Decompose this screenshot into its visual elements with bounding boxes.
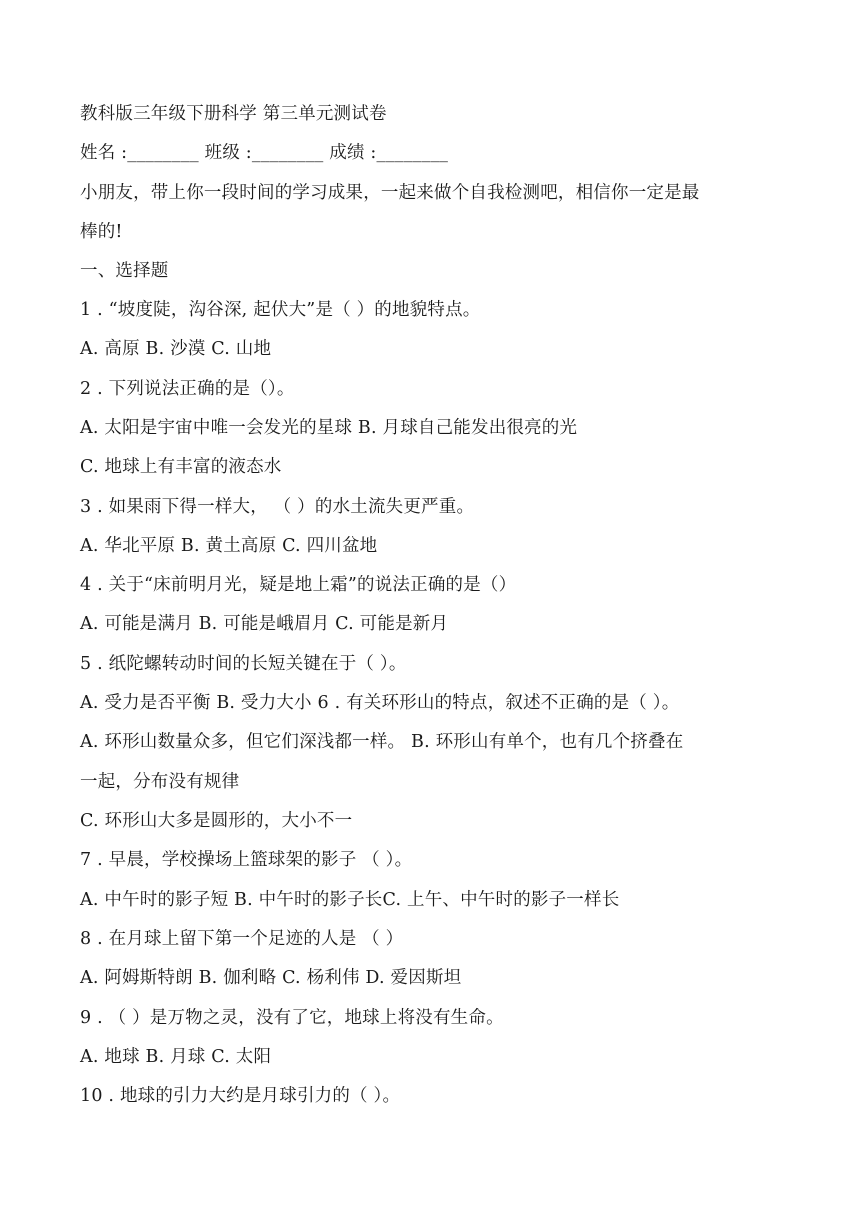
question-3-options: A. 华北平原 B. 黄土高原 C. 四川盆地 xyxy=(80,536,378,556)
question-7: 7 . 早晨，学校操场上篮球架的影子 （ ）。 xyxy=(80,850,413,870)
question-8-options: A. 阿姆斯特朗 B. 伽利略 C. 杨利伟 D. 爱因斯坦 xyxy=(80,968,462,988)
question-3: 3 . 如果雨下得一样大， （ ）的水土流失更严重。 xyxy=(80,497,475,517)
question-6-option-a-b: A. 环形山数量众多，但它们深浅都一样。 B. 环形山有单个，也有几个挤叠在 xyxy=(80,732,684,752)
question-9: 9 . （ ）是万物之灵，没有了它，地球上将没有生命。 xyxy=(80,1008,504,1028)
question-6-option-b-continued: 一起，分布没有规律 xyxy=(80,772,240,792)
question-2-options-a: A. 太阳是宇宙中唯一会发光的星球 B. 月球自己能发出很亮的光 xyxy=(80,418,578,438)
question-1: 1 . “坡度陡，沟谷深, 起伏大”是（ ）的地貌特点。 xyxy=(80,300,481,320)
question-7-options: A. 中午时的影子短 B. 中午时的影子长C. 上午、中午时的影子一样长 xyxy=(80,890,620,910)
section-heading: 一、选择题 xyxy=(80,261,169,281)
doc-title: 教科版三年级下册科学 第三单元测试卷 xyxy=(80,104,387,124)
question-5: 5 . 纸陀螺转动时间的长短关键在于（ ）。 xyxy=(80,654,407,674)
question-6-option-c: C. 环形山大多是圆形的，大小不一 xyxy=(80,811,353,831)
question-10: 10 . 地球的引力大约是月球引力的（ ）。 xyxy=(80,1086,401,1106)
question-4: 4 . 关于“床前明月光，疑是地上霜”的说法正确的是（） xyxy=(80,575,517,595)
question-4-options: A. 可能是满月 B. 可能是峨眉月 C. 可能是新月 xyxy=(80,614,449,634)
question-2-options-b: C. 地球上有丰富的液态水 xyxy=(80,457,282,477)
intro-line-1: 小朋友，带上你一段时间的学习成果，一起来做个自我检测吧，相信你一定是最 xyxy=(80,183,700,203)
question-5-options-question-6: A. 受力是否平衡 B. 受力大小 6 . 有关环形山的特点，叙述不正确的是（ ）。 xyxy=(80,693,680,713)
question-8: 8 . 在月球上留下第一个足迹的人是 （ ） xyxy=(80,929,404,949)
question-2: 2 . 下列说法正确的是（）。 xyxy=(80,379,295,399)
question-1-options: A. 高原 B. 沙漠 C. 山地 xyxy=(80,339,272,359)
intro-line-2: 棒的! xyxy=(80,222,123,242)
student-info-line: 姓名 :________ 班级 :________ 成绩 :________ xyxy=(80,143,449,163)
question-9-options: A. 地球 B. 月球 C. 太阳 xyxy=(80,1047,272,1067)
